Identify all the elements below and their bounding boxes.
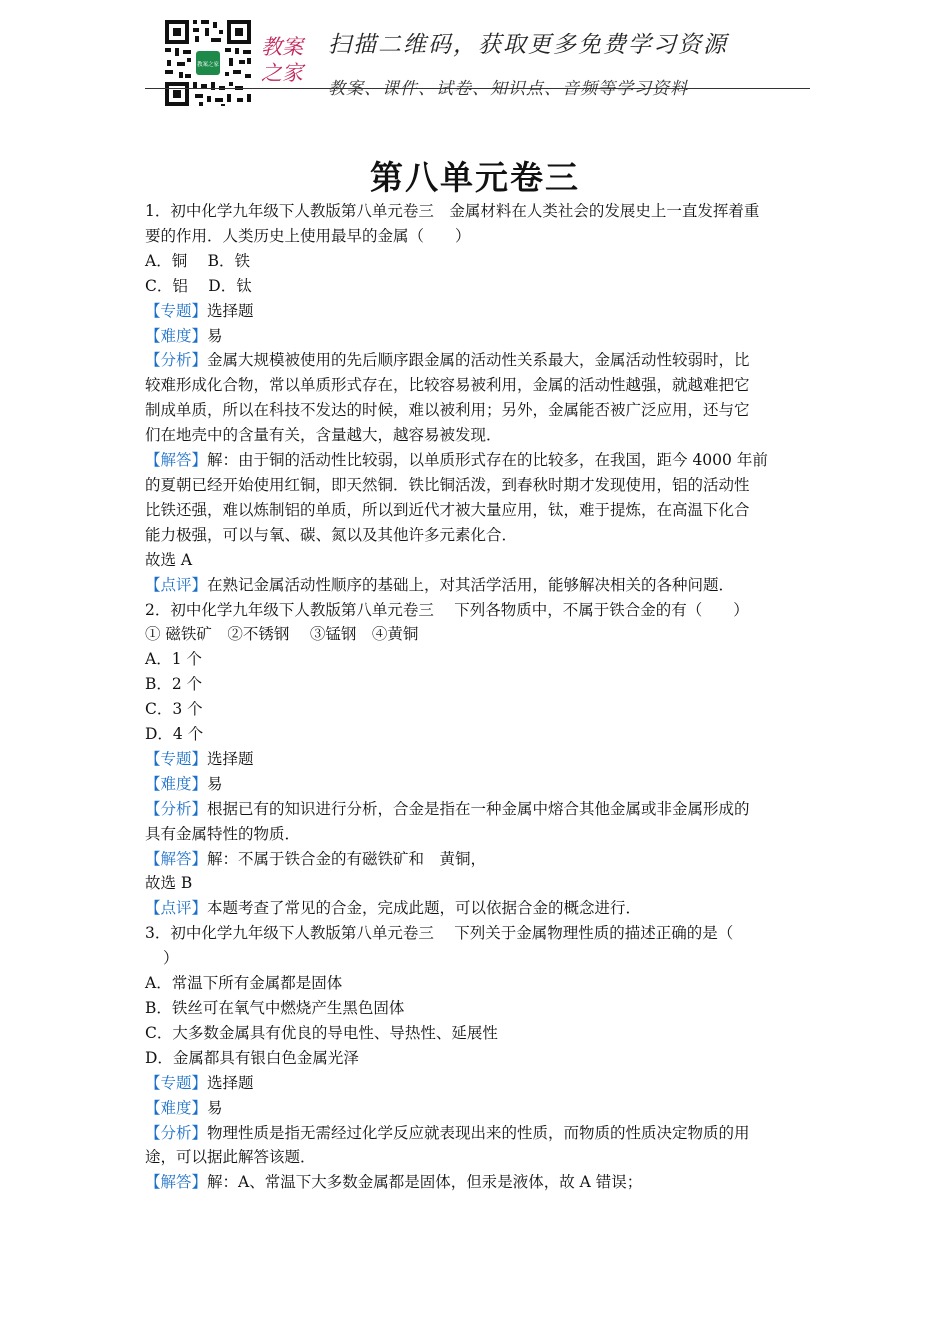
topic-label: 【专题】 [145,749,208,768]
q2-option-c: C．3 个 [145,700,203,719]
comment-label: 【点评】 [145,899,208,918]
q3-stem-text2: ） [163,949,179,968]
q1-topic [145,299,807,324]
q1-stem-line2: 要的作用．人类历史上使用最早的金属（ ） [145,226,471,245]
q3-topic-value: 选择题 [207,1073,254,1092]
logo-text [261,34,317,86]
q2-stem: 2．初中化学九年级下人教版第八单元卷三 下列各物质中，不属于铁合金的有（ ） [145,600,749,619]
difficulty-label: 【难度】 [145,1098,208,1117]
q2-option-a: A．1 个 [145,650,202,669]
q2-topic [145,747,807,772]
logo-line1: 教案 [261,35,303,59]
answer-label: 【解答】 [145,1173,208,1192]
analysis-label: 【分析】 [145,1123,208,1142]
q1-stem-line1: 1．初中化学九年级下人教版第八单元卷三 金属材料在人类社会的发展史上一直发挥着重 [145,202,760,220]
q1-analysis-text1: 金属大规模被使用的先后顺序跟金属的活动性关系最大，金属活动性较弱时，比 [207,351,750,370]
q3-answer-text1: 解：A、常温下大多数金属都是固体，但汞是液体，故 A 错误； [207,1173,643,1192]
q3-stem-line2 [145,946,807,971]
difficulty-label: 【难度】 [145,326,208,345]
q1-choice: 故选 A [145,550,193,569]
q3-topic [145,1071,807,1096]
q2-difficulty-value: 易 [207,774,223,793]
q2-option-b: B．2 个 [145,675,203,694]
analysis-label: 【分析】 [145,799,208,818]
topic-label: 【专题】 [145,1073,208,1092]
q2-items: ① 磁铁矿 ②不锈钢 ③锰钢 ④黄铜 [145,625,419,644]
qr-code [163,18,253,108]
analysis-label: 【分析】 [145,351,208,370]
q1-options-cd: C．铝 D．钛 [145,276,252,295]
q2-analysis-line2: 具有金属特性的物质． [145,824,301,843]
q1-analysis-line1 [145,348,807,373]
q1-answer-line1 [145,448,807,473]
q1-analysis-line4: 们在地壳中的含量有关，含量越大，越容易被发现． [145,426,502,445]
q2-answer-text: 解：不属于铁合金的有磁铁矿和 黄铜， [207,849,487,868]
q2-analysis-text1: 根据已有的知识进行分析，合金是指在一种金属中熔合其他金属或非金属形成的 [207,799,750,818]
q1-answer-text1: 解：由于铜的活动性比较弱，以单质形式存在的比较多，在我国，距今 4000 年前 [207,451,768,470]
q2-comment-text: 本题考查了常见的合金，完成此题，可以依据合金的概念进行． [207,899,642,918]
q3-option-b: B．铁丝可在氧气中燃烧产生黑色固体 [145,999,405,1017]
q2-option-d: D．4 个 [145,725,204,744]
q3-answer-line1 [145,1170,807,1195]
comment-label: 【点评】 [145,575,208,594]
qr-center-text: 教案之家 [196,62,220,68]
q2-difficulty [145,772,807,797]
q1-difficulty [145,324,807,349]
q3-option-d: D．金属都具有银白色金属光泽 [145,1048,359,1067]
topic-label: 【专题】 [145,301,208,320]
q3-analysis-text1: 物理性质是指无需经过化学反应就表现出来的性质，而物质的性质决定物质的用 [207,1123,750,1142]
page-title: 第八单元卷三 [370,158,580,197]
difficulty-label: 【难度】 [145,774,208,793]
q3-analysis-line1 [145,1121,807,1146]
q2-comment [145,896,807,921]
q1-answer-line4: 能力极强，可以与氧、碳、氮以及其他许多元素化合． [145,525,518,544]
q2-answer [145,847,807,872]
q3-option-a: A．常温下所有金属都是固体 [145,974,343,993]
q2-analysis-line1 [145,797,807,822]
q1-comment [145,573,807,598]
q1-options-ab: A．铜 B．铁 [145,251,251,270]
q1-comment-text: 在熟记金属活动性顺序的基础上，对其活学活用，能够解决相关的各种问题． [207,575,735,594]
document-body [145,199,807,1195]
q1-topic-value: 选择题 [207,301,254,320]
q3-option-c: C．大多数金属具有优良的导电性、导热性、延展性 [145,1023,498,1042]
header-slogan: 扫描二维码，获取更多免费学习资源 [328,32,728,58]
q3-analysis-line2: 途，可以据此解答该题． [145,1148,316,1167]
page-header [145,0,810,125]
q1-answer-line3: 比铁还强，难以炼制铝的单质，所以到近代才被大量应用，钛，难于提炼，在高温下化合 [145,500,750,519]
q1-difficulty-value: 易 [207,326,223,345]
q2-topic-value: 选择题 [207,749,254,768]
q1-analysis-line3: 制成单质，所以在科技不发达的时候，难以被利用；另外，金属能否被广泛应用，还与它 [145,401,750,420]
answer-label: 【解答】 [145,451,208,470]
answer-label: 【解答】 [145,849,208,868]
q3-stem-line1: 3．初中化学九年级下人教版第八单元卷三 下列关于金属物理性质的描述正确的是（ [145,924,734,943]
q3-difficulty [145,1096,807,1121]
q1-answer-line2: 的夏朝已经开始使用红铜，即天然铜．铁比铜活泼，到春秋时期才发现使用，铝的活动性 [145,475,750,494]
q3-difficulty-value: 易 [207,1098,223,1117]
q2-choice: 故选 B [145,874,193,893]
header-subslogan: 教案、课件、试卷、知识点、音频等学习资料 [328,79,688,99]
q1-analysis-line2: 较难形成化合物，常以单质形式存在，比较容易被利用，金属的活动性越强，就越难把它 [145,376,750,395]
logo-line2: 之家 [261,61,303,85]
